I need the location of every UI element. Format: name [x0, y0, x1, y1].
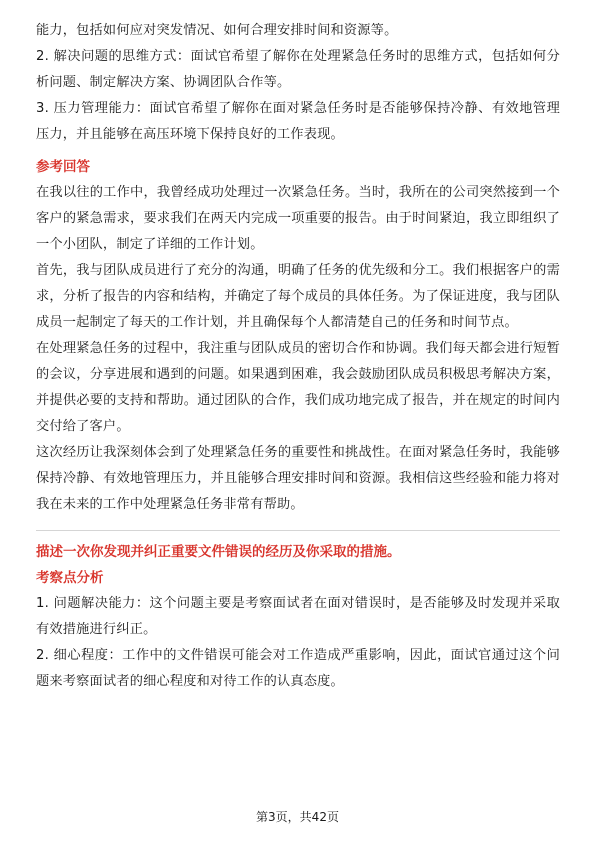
section-divider [36, 530, 560, 531]
answer-paragraph-3: 在处理紧急任务的过程中，我注重与团队成员的密切合作和协调。我们每天都会进行短暂的会议，分享进展和遇到的问题。如果遇到困难，我会鼓励团队成员积极思考解决方案，并提供必要的支持和帮助。通过团队的合作，我们成功地完成了报告，并在规定的时间内交付给了客户。 [36, 341, 560, 434]
question-title: 描述一次你发现并纠正重要文件错误的经历及你采取的措施。 [36, 544, 401, 560]
page-content [36, 18, 560, 695]
analysis-item-1: 1. 问题解决能力：这个问题主要是考察面试者在面对错误时，是否能够及时发现并采取有效措施进行纠正。 [36, 596, 560, 637]
answer-paragraph-1: 在我以往的工作中，我曾经成功处理过一次紧急任务。当时，我所在的公司突然接到一个客户的紧急需求，要求我们在两天内完成一项重要的报告。由于时间紧迫，我立即组织了一个小团队，制定了详细的工作计划。 [36, 185, 560, 252]
page-number: 第3页，共42页 [256, 810, 339, 824]
top-item-2: 2. 解决问题的思维方式：面试官希望了解你在处理紧急任务时的思维方式，包括如何分析问题、制定解决方案、协调团队合作等。 [36, 49, 560, 90]
answer-paragraph-2: 首先，我与团队成员进行了充分的沟通，明确了任务的优先级和分工。我们根据客户的需求，分析了报告的内容和结构，并确定了每个成员的具体任务。为了保证进度，我与团队成员一起制定了每天的工作计划，并且确保每个人都清楚自己的任务和时间节点。 [36, 263, 560, 330]
answer-paragraph-4: 这次经历让我深刻体会到了处理紧急任务的重要性和挑战性。在面对紧急任务时，我能够保持冷静、有效地管理压力，并且能够合理安排时间和资源。我相信这些经验和能力将对我在未来的工作中处理紧急任务非常有帮助。 [36, 445, 560, 512]
reference-answer-heading: 参考回答 [36, 159, 90, 175]
analysis-item-2: 2. 细心程度：工作中的文件错误可能会对工作造成严重影响，因此，面试官通过这个问题来考察面试者的细心程度和对待工作的认真态度。 [36, 648, 560, 689]
analysis-heading: 考察点分析 [36, 570, 104, 586]
top-item-1: 能力，包括如何应对突发情况、如何合理安排时间和资源等。 [36, 23, 398, 38]
top-item-3: 3. 压力管理能力：面试官希望了解你在面对紧急任务时是否能够保持冷静、有效地管理压力，并且能够在高压环境下保持良好的工作表现。 [36, 101, 560, 142]
